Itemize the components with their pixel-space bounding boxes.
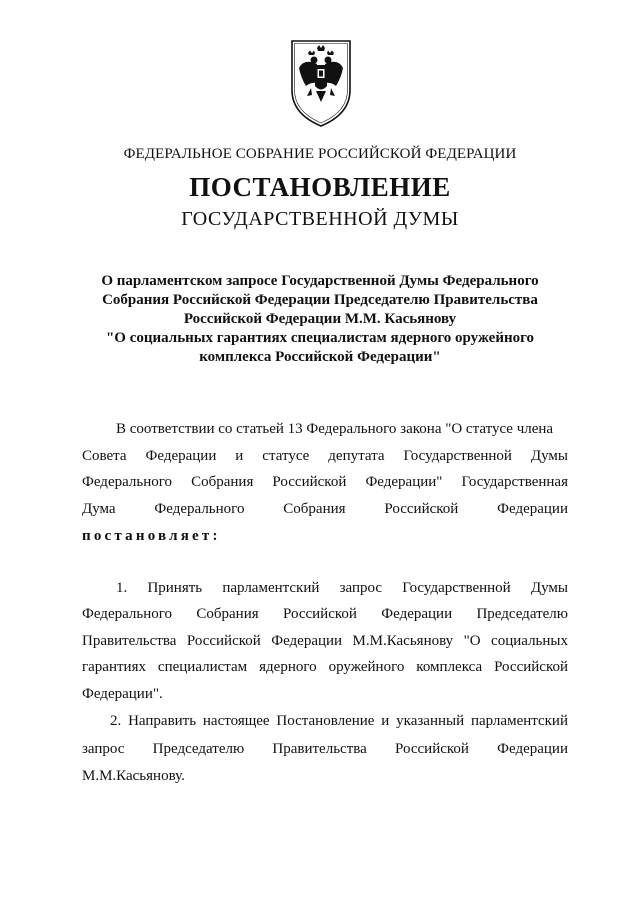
subject-line: "О социальных гарантиях специалистам ядерного оружейного [105,330,535,346]
item-line: гарантиях специалистам ядерного оружейного комплекса Российской [82,659,568,675]
subject-line: Собрания Российской Федерации Председателю Правительства [102,292,538,308]
preamble-line: Федерального Собрания Российской Федерации" Государственная [82,474,568,490]
item-line: Федерального Собрания Российской Федерации Председателю [82,606,568,622]
document-subject [60,272,580,367]
item-line: Федерации". [82,686,163,702]
preamble-line: Совета Федерации и статусе депутата Государственной Думы [82,448,568,464]
subject-line: Российской Федерации М.М. Касьянову [183,311,457,327]
item-line: 2. Направить настоящее Постановление и указанный парламентский [110,713,568,729]
item-line: запрос Председателю Правительства Российской Федерации [82,741,568,757]
item-line: М.М.Касьянову. [82,768,185,784]
subject-line: комплекса Российской Федерации" [199,349,441,365]
item-line: 1. Принять парламентский запрос Государственной Думы [116,580,568,596]
decree-word: постановляет: [82,528,221,544]
document-type-subtitle: ГОСУДАРСТВЕННОЙ ДУМЫ [181,208,459,230]
preamble-line: Дума Федерального Собрания Российской Федерации [82,501,568,517]
issuing-body: ФЕДЕРАЛЬНОЕ СОБРАНИЕ РОССИЙСКОЙ ФЕДЕРАЦИИ [123,146,517,162]
subject-line: О парламентском запросе Государственной Думы Федерального [101,273,539,289]
coat-of-arms-icon [289,38,353,128]
preamble-line: В соответствии со статьей 13 Федерального закона "О статусе члена [116,421,554,437]
document-type: ПОСТАНОВЛЕНИЕ [189,172,451,202]
item-line: Правительства Российской Федерации М.М.Касьянову "О социальных [82,633,568,649]
